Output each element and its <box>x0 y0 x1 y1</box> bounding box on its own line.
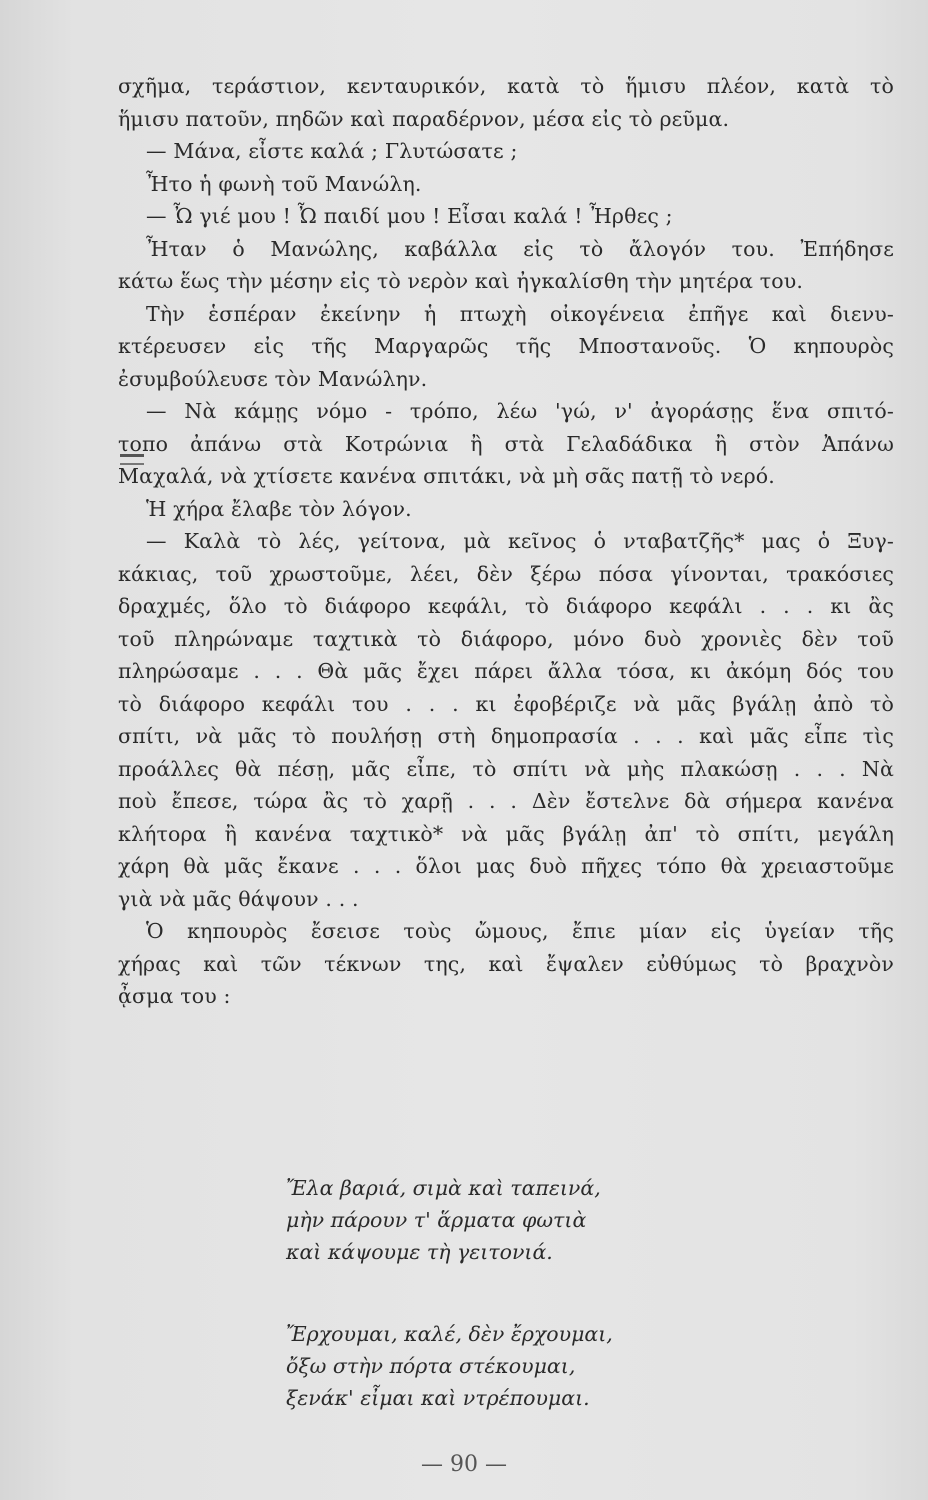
text-line: Ὁ κηπουρὸς ἔσεισε τοὺς ὤμους, ἔπιε μίαν εἰς ὑγείαν τῆς <box>146 919 894 943</box>
text-line: τὸ διάφορο κεφάλι του . . . κι ἐφοβέριζε νὰ μᾶς βγάλῃ ἀπὸ τὸ <box>118 691 894 716</box>
verse-line: Ἔρχουμαι, καλέ, δὲν ἔρχουμαι, <box>286 1322 613 1346</box>
text-line: χήρας καὶ τῶν τέκνων της, καὶ ἔψαλεν εὐθύμως τὸ βραχνὸν <box>118 951 894 976</box>
verse-line: ὄξω στὴν πόρτα στέκουμαι, <box>286 1354 576 1378</box>
text-line: ᾆσμα του : <box>118 984 231 1008</box>
verse-line: Ἔλα βαριά, σιμὰ καὶ ταπεινά, <box>286 1176 601 1200</box>
text-line: τοῦ πληρώναμε ταχτικὰ τὸ διάφορο, μόνο δυὸ χρονιὲς δὲν τοῦ <box>118 626 894 651</box>
text-line: τοπο ἀπάνω στὰ Κοτρώνια ἢ στὰ Γελαδάδικα ἢ στὸν Ἀπάνω <box>118 431 894 456</box>
page-number: — 90 — <box>421 1452 507 1477</box>
text-line: — Μάνα, εἶστε καλά ; Γλυτώσατε ; <box>146 139 518 163</box>
text-line: Ἦταν ὁ Μανώλης, καβάλλα εἰς τὸ ἄλογόν του. Ἐπήδησε <box>146 236 894 261</box>
verse-line: καὶ κάψουμε τὴ γειτονιά. <box>286 1240 553 1264</box>
text-line: ποὺ ἔπεσε, τώρα ἂς τὸ χαρῇ . . . Δὲν ἔστελνε δὰ σήμερα κανένα <box>118 789 894 813</box>
text-line: προάλλες θὰ πέσῃ, μᾶς εἶπε, τὸ σπίτι νὰ μὴς πλακώσῃ . . . Νὰ <box>118 756 894 781</box>
text-line: — Καλὰ τὸ λές, γείτονα, μὰ κεῖνος ὁ νταβατζῆς* μας ὁ Ξυγ- <box>146 529 894 553</box>
text-line: ἥμισυ πατοῦν, πηδῶν καὶ παραδέρνον, μέσα εἰς τὸ ρεῦμα. <box>118 106 730 131</box>
text-line: σχῆμα, τεράστιον, κενταυρικόν, κατὰ τὸ ἥμισυ πλέον, κατὰ τὸ <box>118 74 894 98</box>
verse-line: μὴν πάρουν τ' ἅρματα φωτιὰ <box>286 1208 587 1232</box>
text-line: — Νὰ κάμῃς νόμο - τρόπο, λέω 'γώ, ν' ἀγοράσῃς ἕνα σπιτό- <box>146 399 894 423</box>
verse-line: ξενάκ' εἶμαι καὶ ντρέπουμαι. <box>286 1386 590 1410</box>
text-line: Ἦτο ἡ φωνὴ τοῦ Μανώλη. <box>146 171 422 196</box>
text-line: κάτω ἕως τὴν μέσην εἰς τὸ νερὸν καὶ ἠγκαλίσθη τὴν μητέρα του. <box>118 269 804 293</box>
text-line: δραχμές, ὅλο τὸ διάφορο κεφάλι, τὸ διάφορο κεφάλι . . . κι ἂς <box>118 594 894 618</box>
text-line: σπίτι, νὰ μᾶς τὸ πουλήσῃ στὴ δημοπρασία . . . καὶ μᾶς εἶπε τὶς <box>118 724 894 748</box>
text-line: Ἡ χήρα ἔλαβε τὸν λόγον. <box>146 496 412 521</box>
text-line: ἐσυμβούλευσε τὸν Μανώλην. <box>118 366 428 391</box>
text-line: κτέρευσεν εἰς τῆς Μαργαρῶς τῆς Μποστανοῦς. Ὁ κηπουρὸς <box>118 334 894 358</box>
text-line: Τὴν ἑσπέραν ἐκείνην ἡ πτωχὴ οἰκογένεια ἐπῆγε καὶ διενυ- <box>146 301 894 326</box>
text-line: γιὰ νὰ μᾶς θάψουν . . . <box>118 886 359 911</box>
text-line: χάρη θὰ μᾶς ἔκανε . . . ὅλοι μας δυὸ πῆχες τόπο θὰ χρειαστοῦμε <box>118 854 894 878</box>
verse-stanza-2 <box>286 1318 706 1414</box>
text-line: πληρώσαμε . . . Θὰ μᾶς ἔχει πάρει ἄλλα τόσα, κι ἀκόμη δός του <box>118 659 894 683</box>
text-line: κάκιας, τοῦ χρωστοῦμε, λέει, δὲν ξέρω πόσα γίνονται, τρακόσιες <box>118 561 894 586</box>
text-line: κλήτορα ἢ κανένα ταχτικὸ* νὰ μᾶς βγάλῃ ἀπ' τὸ σπίτι, μεγάλη <box>118 821 894 846</box>
body-text <box>118 70 894 1013</box>
verse-stanza-1 <box>286 1172 706 1268</box>
text-line: — Ὦ γιέ μου ! Ὦ παιδί μου ! Εἶσαι καλά ! Ἦρθες ; <box>146 204 673 228</box>
text-line: Μαχαλά, νὰ χτίσετε κανένα σπιτάκι, νὰ μὴ σᾶς πατῇ τὸ νερό. <box>118 464 775 488</box>
